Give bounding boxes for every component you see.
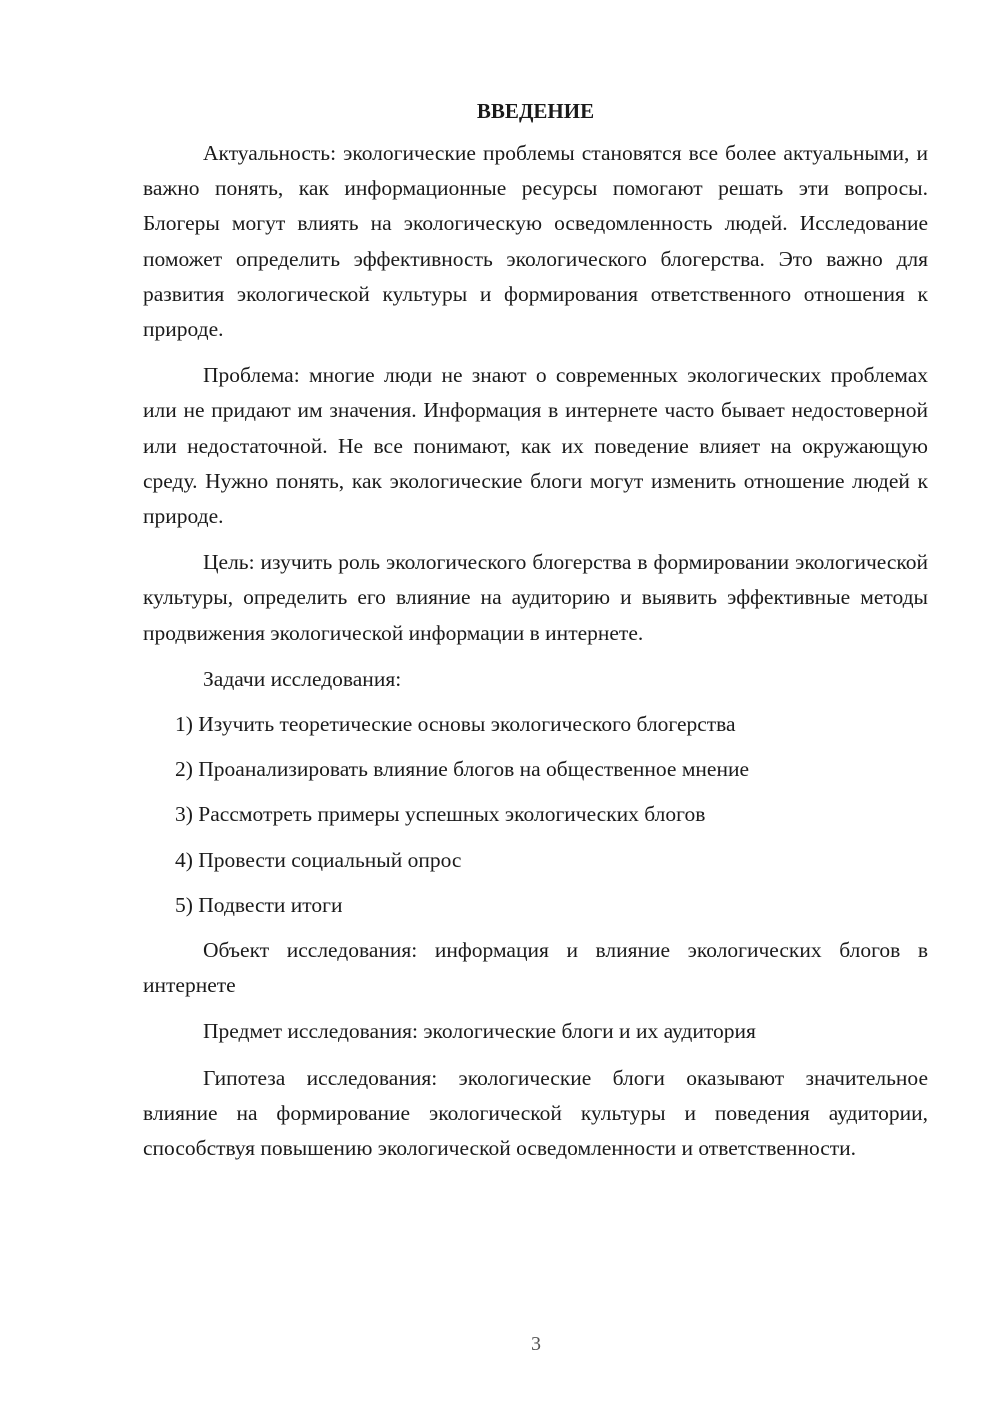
hypothesis-paragraph: Гипотеза исследования: экологические блоги оказывают значительное влияние на формирование экологической культуры и поведения аудитории, способствуя повышению экологической осведомленности и ответственности. [143,1065,928,1161]
page-number: 3 [531,1333,541,1355]
subject-paragraph: Предмет исследования: экологические блоги и их аудитория [203,1019,756,1044]
task-item: 4) Провести социальный опрос [175,847,462,872]
problem-paragraph: Проблема: многие люди не знают о современных экологических проблемах или не придают им значения. Информация в интернете часто бывает недостоверной или недостаточной. Не все понимают, как их поведение влияет на окружающую среду. Нужно понять, как экологические блоги могут изменить отношение людей к природе. [143,363,928,529]
relevance-paragraph: Актуальность: экологические проблемы становятся все более актуальными, и важно понять, как информационные ресурсы помогают решать эти вопросы. Блогеры могут влиять на экологическую осведомленность людей. Исследование поможет определить эффективность экологического блогерства. Это важно для развития экологической культуры и формирования ответственного отношения к природе. [143,141,928,342]
task-list [143,707,928,923]
section-heading: ВВЕДЕНИЕ [476,99,595,123]
document-page [143,96,928,1177]
goal-paragraph: Цель: изучить роль экологического блогерства в формировании экологической культуры, определить его влияние на аудиторию и выявить эффективные методы продвижения экологической информации в интернете. [143,550,928,645]
task-item: 5) Подвести итоги [175,892,343,917]
object-paragraph: Объект исследования: информация и влияние экологических блогов в интернете [143,938,928,998]
task-item: 1) Изучить теоретические основы экологического блогерства [175,712,736,737]
task-item: 3) Рассмотреть примеры успешных экологических блогов [175,802,706,827]
task-item: 2) Проанализировать влияние блогов на общественное мнение [175,757,750,782]
tasks-title: Задачи исследования: [203,666,402,691]
